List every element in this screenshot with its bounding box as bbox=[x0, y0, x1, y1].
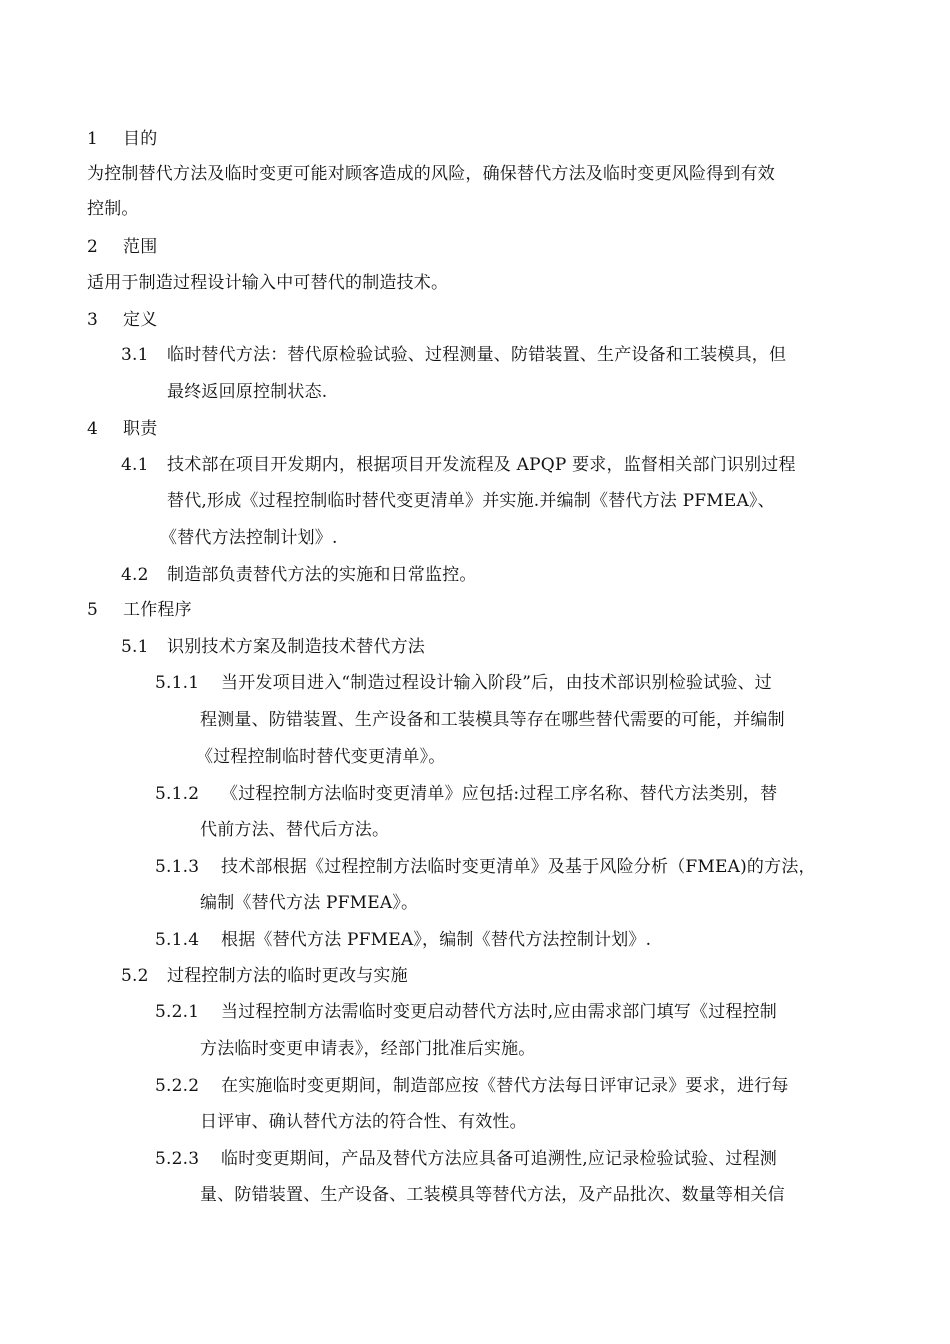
clause-5-2-1 bbox=[155, 1001, 777, 1023]
paragraph-line: 《过程控制临时替代变更清单》。 bbox=[196, 747, 446, 767]
paragraph-line: 为控制替代方法及临时变更可能对顾客造成的风险，确保替代方法及临时变更风险得到有效 bbox=[87, 164, 775, 184]
paragraph-line: 根据《替代方法 PFMEA》，编制《替代方法控制计划》. bbox=[221, 930, 652, 950]
section-1-heading bbox=[87, 128, 157, 150]
clause-number: 5.1.2 bbox=[155, 784, 200, 804]
section-title: 定义 bbox=[123, 310, 158, 330]
section-title: 工作程序 bbox=[123, 600, 192, 620]
section-5-heading bbox=[87, 599, 192, 621]
paragraph-line: 量、防错装置、生产设备、工装模具等替代方法，及产品批次、数量等相关信 bbox=[200, 1185, 785, 1205]
clause-5-1-3 bbox=[155, 856, 816, 878]
paragraph-line: 替代,形成《过程控制临时替代变更清单》并实施.并编制《替代方法 PFMEA》、 bbox=[167, 491, 775, 511]
subsection-number: 4.1 bbox=[121, 455, 149, 475]
clause-5-1-2 bbox=[155, 783, 777, 805]
paragraph-line: 《过程控制方法临时变更清单》应包括:过程工序名称、替代方法类别，替 bbox=[221, 784, 778, 804]
clause-5-1-1 bbox=[155, 672, 772, 694]
subsection-title: 过程控制方法的临时更改与实施 bbox=[167, 966, 408, 986]
section-number: 3 bbox=[87, 310, 99, 330]
section-2-heading bbox=[87, 236, 157, 258]
subsection-number: 4.2 bbox=[121, 565, 149, 585]
section-title: 范围 bbox=[123, 237, 158, 257]
subsection-5-1 bbox=[121, 636, 425, 658]
clause-number: 5.1.4 bbox=[155, 930, 200, 950]
paragraph-line: 方法临时变更申请表》，经部门批准后实施。 bbox=[200, 1039, 536, 1059]
clause-number: 5.2.3 bbox=[155, 1149, 200, 1169]
section-title: 目的 bbox=[123, 129, 158, 149]
paragraph-line: 程测量、防错装置、生产设备和工装模具等存在哪些替代需要的可能，并编制 bbox=[200, 710, 785, 730]
section-title: 职责 bbox=[123, 419, 158, 439]
paragraph-line: 适用于制造过程设计输入中可替代的制造技术。 bbox=[87, 273, 449, 293]
paragraph-line: 临时变更期间，产品及替代方法应具备可追溯性,应记录检验试验、过程测 bbox=[221, 1149, 778, 1169]
subsection-number: 5.1 bbox=[121, 637, 149, 657]
clause-number: 5.2.1 bbox=[155, 1002, 200, 1022]
paragraph-line: 《替代方法控制计划》. bbox=[160, 528, 338, 548]
section-3-heading bbox=[87, 309, 157, 331]
subsection-number: 3.1 bbox=[121, 345, 149, 365]
section-4-heading bbox=[87, 418, 157, 440]
paragraph-line: 技术部在项目开发期内，根据项目开发流程及 APQP 要求，监督相关部门识别过程 bbox=[167, 455, 796, 475]
clause-number: 5.2.2 bbox=[155, 1076, 200, 1096]
paragraph-line: 当过程控制方法需临时变更启动替代方法时,应由需求部门填写《过程控制 bbox=[221, 1002, 778, 1022]
paragraph-line: 最终返回原控制状态. bbox=[167, 382, 328, 402]
clause-5-1-4 bbox=[155, 929, 651, 951]
paragraph-line: 在实施临时变更期间，制造部应按《替代方法每日评审记录》要求，进行每 bbox=[221, 1076, 789, 1096]
paragraph-line: 代前方法、替代后方法。 bbox=[200, 820, 390, 840]
clause-5-2-2 bbox=[155, 1075, 789, 1097]
paragraph-line: 当开发项目进入“制造过程设计输入阶段”后，由技术部识别检验试验、过 bbox=[221, 673, 772, 693]
subsection-5-2 bbox=[121, 965, 408, 987]
clause-5-2-3 bbox=[155, 1148, 777, 1170]
subsection-title: 识别技术方案及制造技术替代方法 bbox=[167, 637, 425, 657]
section-number: 4 bbox=[87, 419, 99, 439]
section-number: 2 bbox=[87, 237, 99, 257]
section-number: 5 bbox=[87, 600, 99, 620]
subsection-3-1 bbox=[121, 344, 786, 366]
section-number: 1 bbox=[87, 129, 99, 149]
clause-number: 5.1.3 bbox=[155, 857, 200, 877]
paragraph-line: 编制《替代方法 PFMEA》。 bbox=[200, 893, 419, 913]
subsection-4-1 bbox=[121, 454, 796, 476]
subsection-4-2 bbox=[121, 564, 477, 586]
paragraph-line: 临时替代方法：替代原检验试验、过程测量、防错装置、生产设备和工装模具，但 bbox=[167, 345, 787, 365]
clause-number: 5.1.1 bbox=[155, 673, 200, 693]
paragraph-line: 技术部根据《过程控制方法临时变更清单》及基于风险分析（FMEA)的方法， bbox=[221, 857, 816, 877]
paragraph-line: 制造部负责替代方法的实施和日常监控。 bbox=[167, 565, 477, 585]
paragraph-line: 日评审、确认替代方法的符合性、有效性。 bbox=[200, 1112, 527, 1132]
paragraph-line: 控制。 bbox=[87, 199, 139, 219]
subsection-number: 5.2 bbox=[121, 966, 149, 986]
